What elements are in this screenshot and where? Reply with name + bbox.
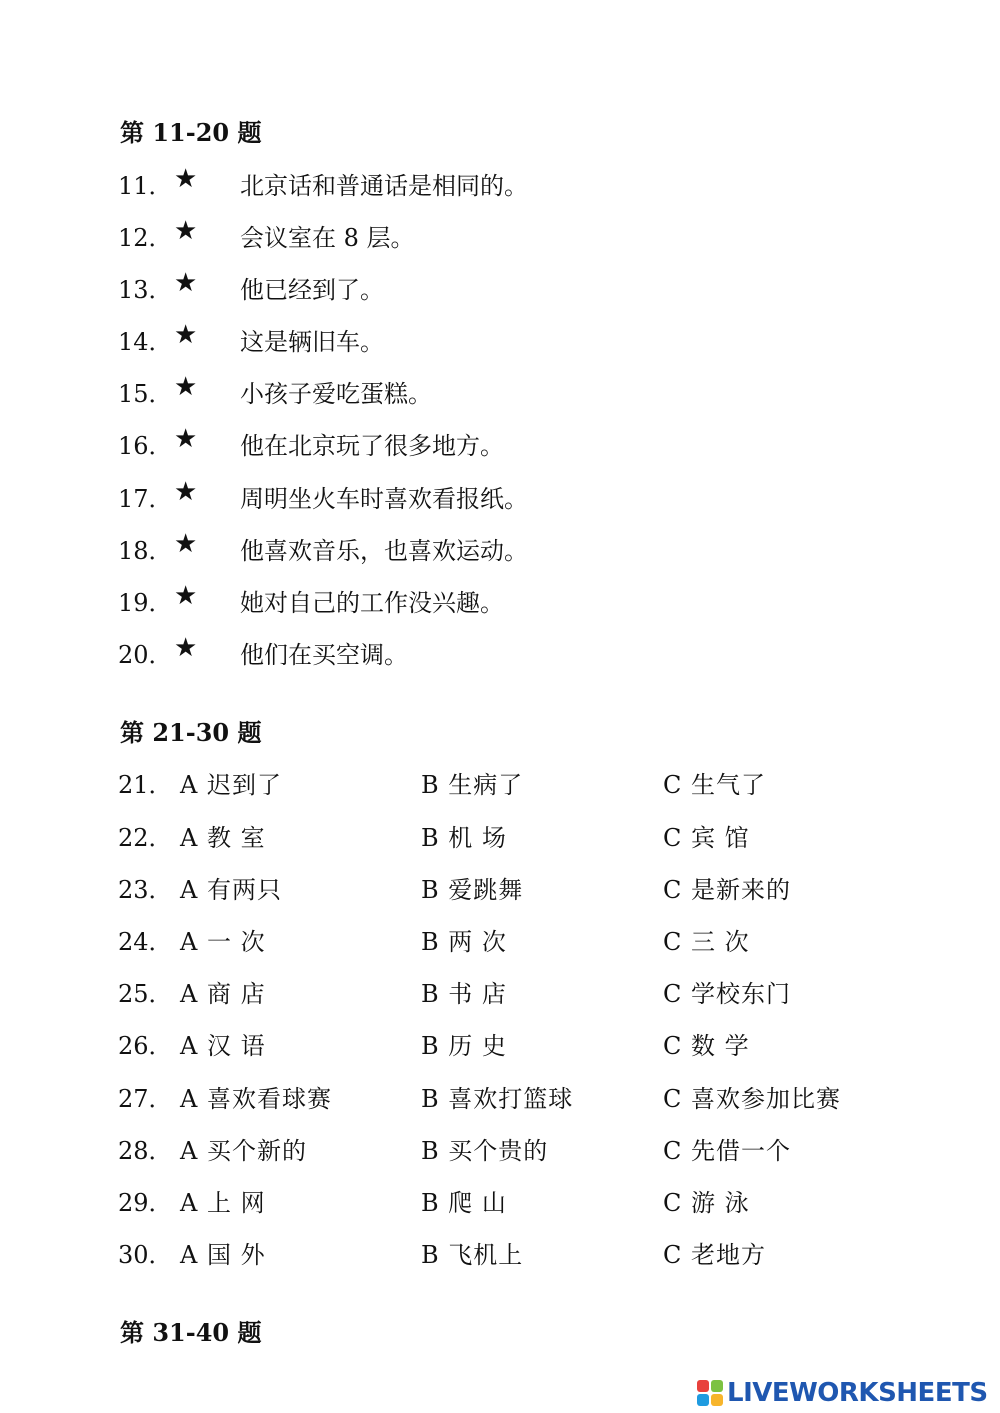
question-number: 14． [118, 328, 173, 356]
section-title-21-30: 第 21-30 题 [120, 718, 262, 747]
question-statement: 她对自己的工作没兴趣。 [240, 589, 504, 617]
star-icon: ★ [174, 633, 198, 663]
question-number: 11． [118, 172, 173, 200]
star-icon: ★ [174, 529, 198, 559]
option-a: A 有两只 [180, 876, 282, 904]
star-icon: ★ [174, 372, 198, 402]
logo-square-green [711, 1380, 723, 1392]
question-statement: 北京话和普通话是相同的。 [240, 172, 528, 200]
question-statement: 小孩子爱吃蛋糕。 [240, 380, 432, 408]
question-number: 26． [118, 1032, 173, 1060]
section-title-11-20: 第 11-20 题 [120, 118, 262, 147]
option-a: A 一 次 [180, 928, 266, 956]
option-b: B 机 场 [421, 824, 507, 852]
option-c: C 游 泳 [663, 1189, 750, 1217]
star-icon: ★ [174, 216, 198, 246]
option-c: C 是新来的 [663, 876, 791, 904]
question-number: 19． [118, 589, 173, 617]
option-c: C 数 学 [663, 1032, 750, 1060]
option-a: A 上 网 [180, 1189, 266, 1217]
question-number: 13． [118, 276, 173, 304]
question-number: 22． [118, 824, 173, 852]
liveworksheets-brand[interactable] [697, 1376, 988, 1410]
option-b: B 书 店 [421, 980, 507, 1008]
question-statement: 会议室在 8 层。 [240, 224, 415, 252]
option-b: B 买个贵的 [421, 1137, 549, 1165]
question-number: 27． [118, 1085, 173, 1113]
option-c: C 宾 馆 [663, 824, 750, 852]
star-icon: ★ [174, 320, 198, 350]
option-c: C 三 次 [663, 928, 750, 956]
question-statement: 他在北京玩了很多地方。 [240, 432, 504, 460]
liveworksheets-logo-icon [697, 1380, 723, 1406]
option-a: A 汉 语 [180, 1032, 266, 1060]
star-icon: ★ [174, 164, 198, 194]
option-a: A 教 室 [180, 824, 266, 852]
question-number: 16． [118, 432, 173, 460]
option-b: B 历 史 [421, 1032, 507, 1060]
star-icon: ★ [174, 268, 198, 298]
question-number: 30． [118, 1241, 173, 1269]
option-a: A 迟到了 [180, 771, 282, 799]
question-number: 28． [118, 1137, 173, 1165]
question-number: 12． [118, 224, 173, 252]
section-title-31-40: 第 31-40 题 [120, 1318, 262, 1347]
option-b: B 爬 山 [421, 1189, 507, 1217]
question-statement: 他们在买空调。 [240, 641, 408, 669]
option-c: C 老地方 [663, 1241, 766, 1269]
question-statement: 这是辆旧车。 [240, 328, 384, 356]
star-icon: ★ [174, 581, 198, 611]
question-statement: 他喜欢音乐，也喜欢运动。 [240, 537, 528, 565]
question-statement: 周明坐火车时喜欢看报纸。 [240, 485, 528, 513]
option-c: C 先借一个 [663, 1137, 791, 1165]
option-b: B 飞机上 [421, 1241, 524, 1269]
option-b: B 爱跳舞 [421, 876, 524, 904]
option-c: C 生气了 [663, 771, 766, 799]
logo-square-yellow [711, 1394, 723, 1406]
question-number: 24． [118, 928, 173, 956]
question-number: 23． [118, 876, 173, 904]
option-a: A 喜欢看球赛 [180, 1085, 332, 1113]
question-number: 18． [118, 537, 173, 565]
question-number: 25． [118, 980, 173, 1008]
question-number: 20． [118, 641, 173, 669]
logo-square-blue [697, 1394, 709, 1406]
question-statement: 他已经到了。 [240, 276, 384, 304]
option-c: C 喜欢参加比赛 [663, 1085, 841, 1113]
question-number: 21． [118, 771, 173, 799]
option-b: B 喜欢打篮球 [421, 1085, 574, 1113]
question-number: 29． [118, 1189, 173, 1217]
option-b: B 两 次 [421, 928, 507, 956]
option-a: A 国 外 [180, 1241, 266, 1269]
option-a: A 买个新的 [180, 1137, 307, 1165]
brand-name: LIVEWORKSHEETS [727, 1378, 988, 1408]
star-icon: ★ [174, 424, 198, 454]
question-number: 17． [118, 485, 173, 513]
option-b: B 生病了 [421, 771, 524, 799]
star-icon: ★ [174, 477, 198, 507]
question-number: 15． [118, 380, 173, 408]
logo-square-red [697, 1380, 709, 1392]
option-c: C 学校东门 [663, 980, 791, 1008]
option-a: A 商 店 [180, 980, 266, 1008]
